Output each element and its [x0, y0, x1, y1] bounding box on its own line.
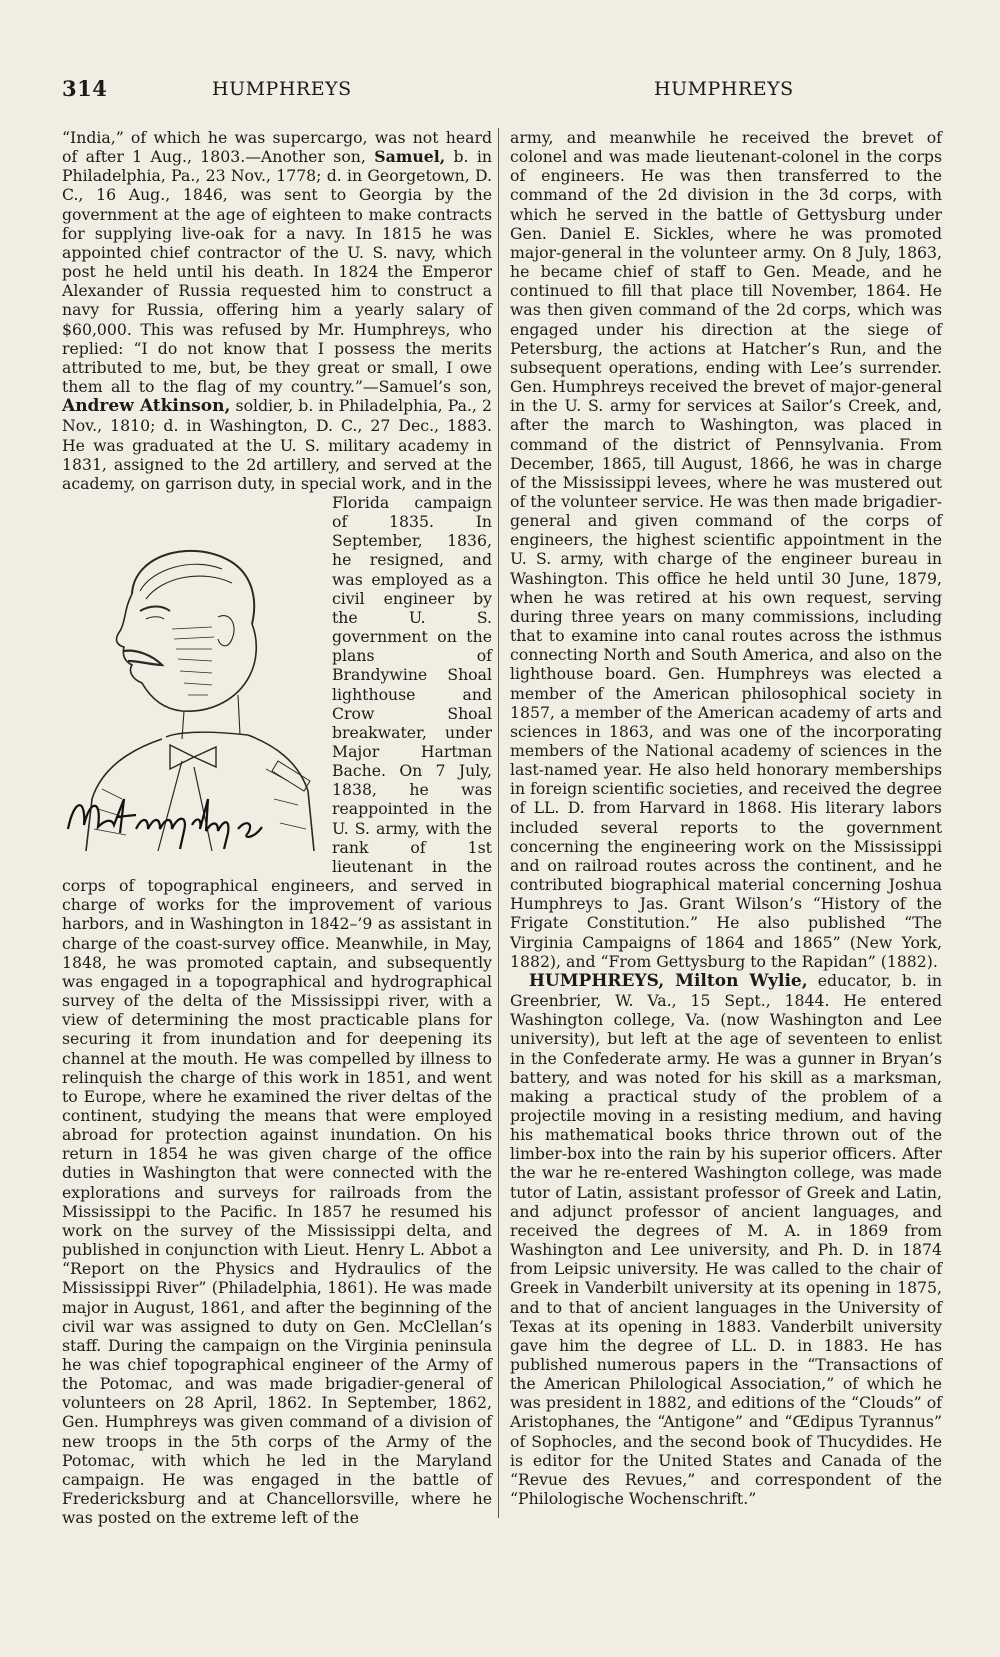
entry-name-samuel: Samuel, [374, 147, 446, 167]
page-number: 314 [62, 76, 108, 101]
biography-entry-samuel: “India,” of which he was supercargo, was not heard of after 1 Aug., 1803.—Another son, Samuel, b. in Philadelphia, Pa., 23 Nov., 1778; d. in Georgetown, D. C., 16 Aug., 1846, was sent to Georgia by the government at the age of eighteen to make contracts for supplying live-oak for a navy. In 1815 he was appointed chief contractor of the U. S. navy, which post he held until his death. In 1824 the Emperor Alexander of Russia requested him to construct a navy for Russia, offering him a yearly salary of $60,000. This was refused by Mr. Humphreys, who replied: “I do not know that I possess the merits attributed to me, but, be they great or small, I owe them all to the flag of my country.”—Samuel’s son, Andrew Atkinson, soldier, b. in Philadelphia, Pa., 2 Nov., 1810; d. in Washington, D. C., 27 Dec., 1883. He was graduated at the U. S. military academy in 1831, assigned to the 2d artillery, and served at the academy, on garrison duty, in special work, and in the Florida campaign of 1835. In September, 1836, he resigned, and was employed as a civil engineer by the U. S. government on the plans of Brandywine Shoal lighthouse and Crow Shoal breakwater, under Major Hartman Bache. On 7 July, 1838, he was reappointed in the U. S. army, with the rank of 1st lieutenant in the corps of topographical engineers, and served in charge of works for the improvement of various harbors, and in Washington in 1842–’9 as assistant in charge of the coast-survey office. Meanwhile, in May, 1848, he was promoted captain, and subsequently was engaged in a topographical and hydrographical survey of the delta of the Mississippi river, with a view of determining the most practicable plans for securing it from inundation and for deepening its channel at the mouth. He was compelled by illness to relinquish the charge of this work in 1851, and went to Europe, where he examined the river deltas of the continent, studying the means that were employed abroad for protection against inundation. On his return in 1854 he was given charge of the office duties in Washington that were connected with the explorations and surveys for railroads from the Mississippi to the Pacific. In 1857 he resumed his work on the survey of the Mississippi delta, and published in conjunction with Lieut. Henry L. Abbot a “Report on the Physics and Hydraulics of the Mississippi River” (Philadelphia, 1861). He was made major in August, 1861, and after the beginning of the civil war was assigned to duty on Gen. McClellan’s staff. During the campaign on the Virginia peninsula he was chief topographical engineer of the Army of the Potomac, and was made brigadier-general of volunteers on 28 April, 1862. In September, 1862, Gen. Humphreys was given command of a division of new troops in the 5th corps of the Army of the Potomac, with which he led in the Maryland campaign. He was engaged in the battle of Fredericksburg and at Chancellorsville, where he was posted on the extreme left of the [62, 128, 493, 1528]
running-head-left: HUMPHREYS [212, 78, 352, 100]
right-column [510, 128, 942, 1508]
portrait-engraving [62, 499, 324, 859]
column-rule [498, 128, 499, 1518]
entry-name-milton-wylie: HUMPHREYS, Milton Wylie, [528, 970, 808, 991]
portrait-image [62, 499, 324, 859]
running-head-right: HUMPHREYS [654, 78, 794, 100]
left-column [62, 128, 492, 1527]
biography-continuation: army, and meanwhile he received the brevet of colonel and was made lieutenant-colonel in the corps of engineers. He was then transferred to the command of the 2d division in the 3d corps, with which he served in the battle of Gettysburg under Gen. Daniel E. Sickles, where he was promoted major-general in the volunteer army. On 8 July, 1863, he became chief of staff to Gen. Meade, and he continued to fill that place till November, 1864. He was then given command of the 2d corps, which was engaged under his direction at the siege of Petersburg, the actions at Hatcher’s Run, and the subsequent operations, ending with Lee’s surrender. Gen. Humphreys received the brevet of major-general in the U. S. army for services at Sailor’s Creek, and, after the march to Washington, was placed in command of the district of Pennsylvania. From December, 1865, till August, 1866, he was in charge of the Mississippi levees, where he was mustered out of the volunteer service. He was then made brigadier-general and given command of the corps of engineers, the highest scientific appointment in the U. S. army, with charge of the engineer bureau in Washington. This office he held until 30 June, 1879, when he was retired at his own request, serving during three years on many commissions, including that to examine into canal routes across the isthmus connecting North and South America, and also on the lighthouse board. Gen. Humphreys was elected a member of the American philosophical society in 1857, a member of the American academy of arts and sciences in 1863, and was one of the incorporating members of the National academy of sciences in the last-named year. He also held honorary memberships in foreign scientific societies, and received the degree of LL. D. from Harvard in 1868. His literary labors included several reports to the government concerning the engineering work on the Mississippi and on railroad routes across the continent, and he contributed biographical material concerning Joshua Humphreys to Jas. Grant Wilson’s “History of the Frigate Constitution.” He also published “The Virginia Campaigns of 1864 and 1865” (New York, 1882), and “From Gettysburg to the Rapidan” (1882). [510, 128, 942, 971]
biography-entry-milton-wylie: HUMPHREYS, Milton Wylie, educator, b. in Greenbrier, W. Va., 15 Sept., 1844. He entered Washington college, Va. (now Washington and Lee university), but left at the age of seventeen to enlist in the Confederate army. He was a gunner in Bryan’s battery, and was noted for his skill as a marksman, making a practical study of the problem of a projectile moving in a resisting medium, and having his mathematical books thrice thrown out of the limber-box into the rain by his superior officers. After the war he re-entered Washington college, was made tutor of Latin, assistant professor of Greek and Latin, and adjunct professor of ancient languages, and received the degrees of M. A. in 1869 from Washington and Lee university, and Ph. D. in 1874 from Leipsic university. He was called to the chair of Greek in Vanderbilt university at its opening in 1875, and to that of ancient languages in the University of Texas at its opening in 1883. Vanderbilt university gave him the degree of LL. D. in 1883. He has published numerous papers in the “Transactions of the American Philological Association,” of which he was president in 1882, and editions of the “Clouds” of Aristophanes, the “Antigone” and “Œdipus Tyrannus” of Sophocles, and the second book of Thucydides. He is editor for the United States and Canada of the “Revue des Revues,” and correspondent of the “Philologische Wochenschrift.” [510, 970, 943, 1509]
entry-name-andrew-atkinson: Andrew Atkinson, [62, 396, 231, 417]
